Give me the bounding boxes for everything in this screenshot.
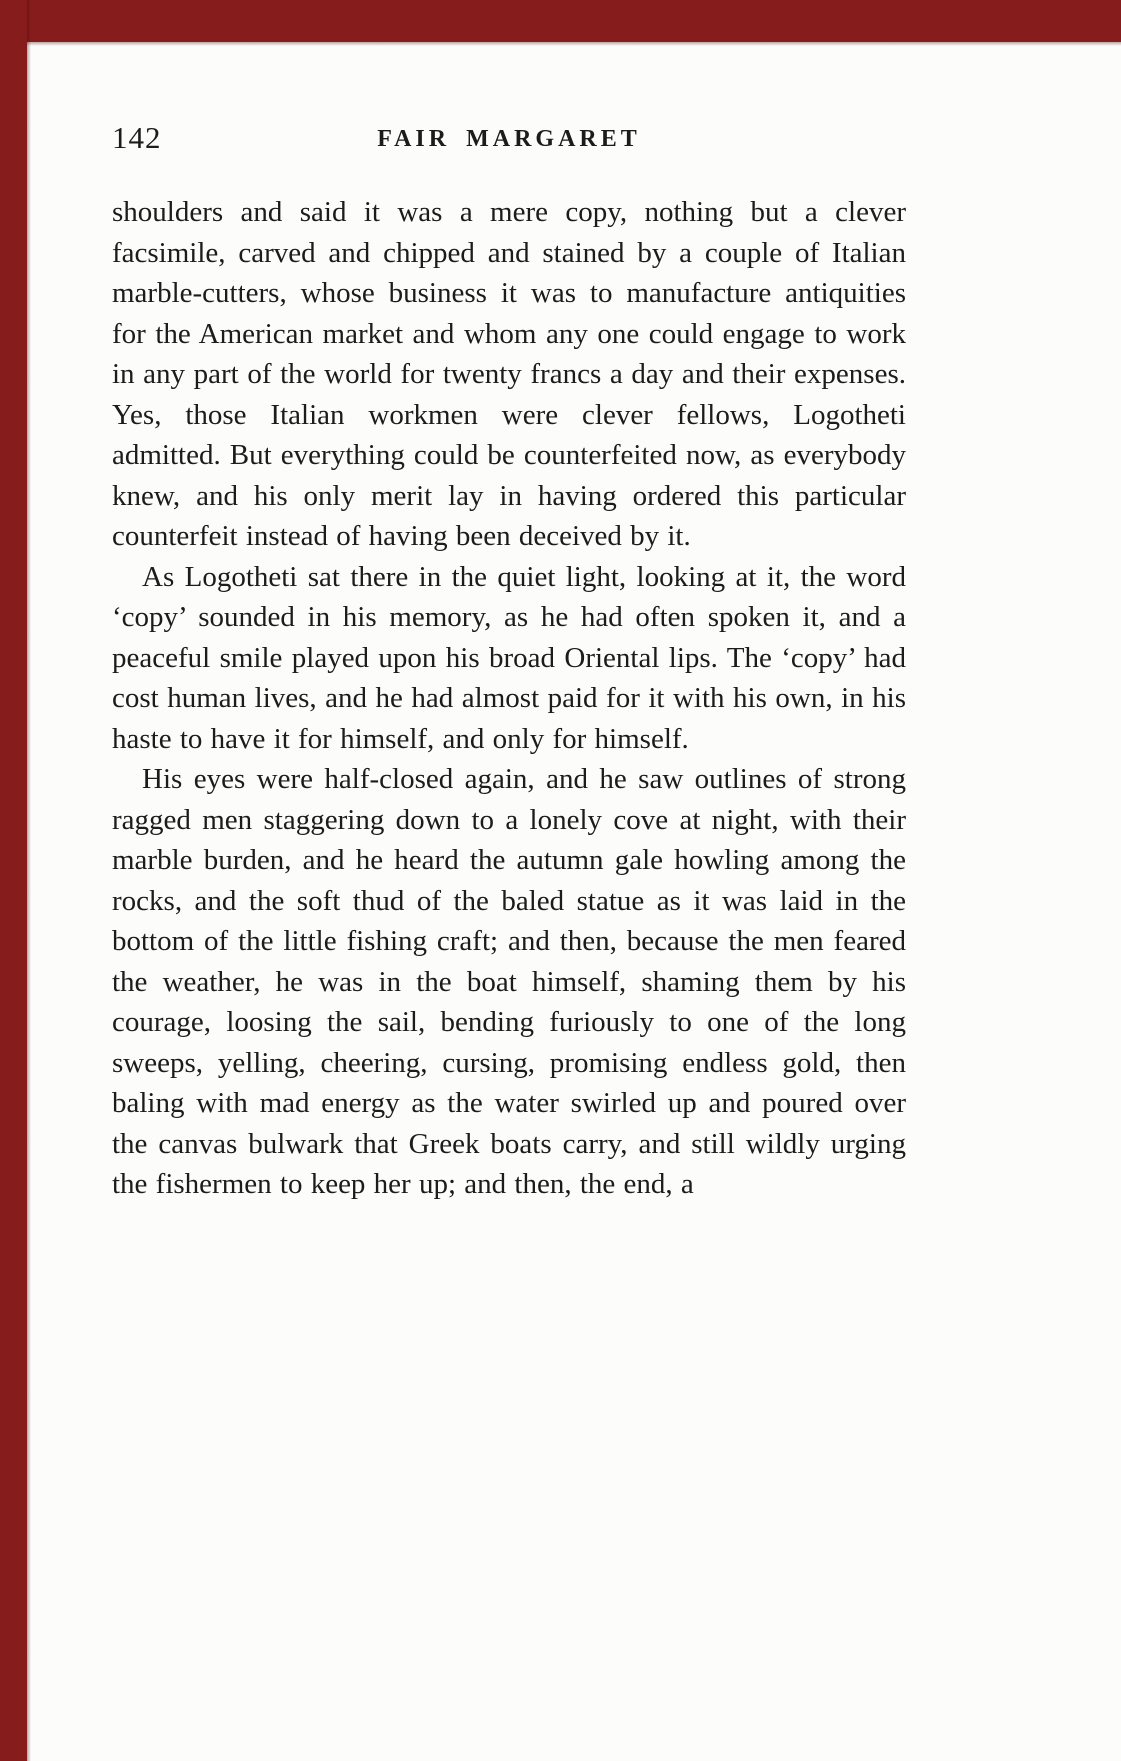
- book-edge-left: [0, 0, 27, 1761]
- paragraph: shoulders and said it was a mere copy, nothing but a clever facsimile, carved and chipped and stained by a couple of Italian marble-cutters, whose business it was to manufacture antiquities for the American market and whom any one could engage to work in any part of the world for twenty francs a day and their expenses. Yes, those Italian workmen were clever fellows, Logotheti admitted. But everything could be counterfeited now, as everybody knew, and his only merit lay in having ordered this particular counterfeit instead of having been deceived by it.: [112, 196, 906, 552]
- book-edge-top: [0, 0, 1121, 42]
- body-text: [112, 192, 906, 1205]
- page-number: 142: [112, 120, 162, 155]
- page-header: [112, 120, 906, 164]
- running-title: FAIR MARGARET: [377, 126, 641, 152]
- paragraph: As Logotheti sat there in the quiet light, looking at it, the word ‘copy’ sounded in his memory, as he had often spoken it, and a peaceful smile played upon his broad Oriental lips. The ‘copy’ had cost human lives, and he had almost paid for it with his own, in his haste to have it for himself, and only for himself.: [112, 560, 906, 755]
- paragraph: His eyes were half-closed again, and he saw outlines of strong ragged men staggering down to a lonely cove at night, with their marble burden, and he heard the autumn gale howling among the rocks, and the soft thud of the baled statue as it was laid in the bottom of the little fishing craft; and then, because the men feared the weather, he was in the boat himself, shaming them by his courage, loosing the sail, bending furiously to one of the long sweeps, yelling, cheering, cursing, promising endless gold, then baling with mad energy as the water swirled up and poured over the canvas bulwark that Greek boats carry, and still wildly urging the fishermen to keep her up; and then, the end, a: [112, 763, 906, 1200]
- page-content-area: [112, 120, 906, 1205]
